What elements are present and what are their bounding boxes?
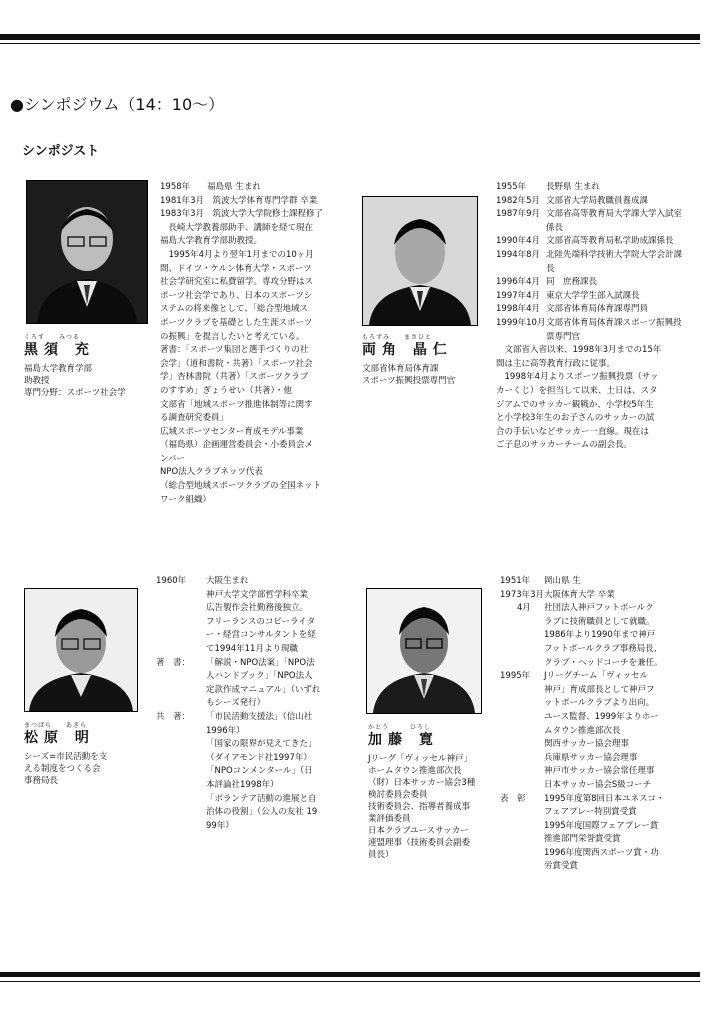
bio-block-text <box>206 711 346 833</box>
bio-line: 1995年度第8回日本ユネスコ・ <box>544 793 665 804</box>
bio-line: 文部省入省以来、1998年3月までの15年 <box>496 345 662 356</box>
top-rule <box>0 34 700 40</box>
bio-line: 間は主に高等教育行政に従事。 <box>496 358 616 369</box>
bio-line: 神戸大学文学部哲学科卒業 <box>206 589 309 600</box>
bio-line: Jリーグチーム「ヴィッセル <box>544 671 648 682</box>
affiliation-line: Jリーグ「ヴィッセル神戸」 <box>368 754 472 764</box>
history-row <box>496 317 686 344</box>
affiliation-line: シーズ=市民活動を支 <box>24 752 108 762</box>
affiliation-line: 福島大学教育学部 <box>24 364 93 374</box>
history-row <box>500 589 692 603</box>
bio-line: 日本サッカー協会S級コーチ <box>544 779 652 790</box>
bio-line: 99年） <box>206 820 234 831</box>
history-text: 文部省高等教育局大学課大学入試室係長 <box>546 209 683 233</box>
bio-block-text <box>206 575 346 657</box>
bio-line: 合の手伝いなどサッカー一直線。現在は <box>496 426 649 437</box>
bio-line: 長崎大学教養部助手、講師を経て現在 <box>160 222 314 233</box>
affiliation-line: 事務局長 <box>24 776 59 786</box>
bio-line: 1981年3月 筑波大学体育専門学群 卒業 <box>160 195 318 206</box>
history-row <box>496 290 686 304</box>
bio-line: ンバー <box>160 453 185 464</box>
top-rule-thin <box>0 43 700 44</box>
bio-line: 大阪体育大学 卒業 <box>544 589 615 600</box>
history-row <box>496 303 686 317</box>
history-text <box>544 589 692 603</box>
affiliation-line: 日本クラブユースサッカー <box>368 826 469 836</box>
history-row <box>500 602 692 670</box>
affiliation-line: （財）日本サッカー協会3種 <box>368 778 476 788</box>
bio-line: 社会学研究室に私費留学。専攻分野はス <box>160 277 314 288</box>
bio-line: 1986年より1990年まで神戸 <box>544 630 656 641</box>
bio-line: 定款作成マニュアル」（いずれ <box>206 684 321 695</box>
bio-line: ステムの将来像として、「総合型地域ス <box>160 304 308 315</box>
bio-line: もシーズ発行） <box>206 698 266 709</box>
bio-line: ットボールクラブより出向。 <box>544 698 655 709</box>
history-text <box>544 793 692 875</box>
bio-line: 会学」（道和書院・共著）「スポーツ社会 <box>160 358 313 369</box>
bio-line: 社団法人神戸フットボールク <box>544 603 654 614</box>
history-date: 1973年3月 <box>500 589 545 600</box>
bio-line: ジアムでのサッカー観戦か、小学校5年生 <box>496 399 654 410</box>
history-text <box>544 602 692 670</box>
bio-line: 治体の役割」（公人の友社 19 <box>206 807 318 818</box>
bio-line: カーくじ）を担当して以来、土日は、スタ <box>496 385 658 396</box>
bio-line: のすすめ」ぎょうせい（共著）・他 <box>160 385 292 396</box>
history-row <box>496 181 686 195</box>
bio-line: 兵庫県サッカー協会理事 <box>544 752 638 763</box>
history-date: 1987年9月 <box>496 209 541 220</box>
bio-line: ワーク組織） <box>160 494 212 505</box>
bio-line: ユース監督、1999年よりホー <box>544 711 659 722</box>
history-row <box>496 249 686 276</box>
bio-line: 1998年4月よりスポーツ振興投票（サッ <box>496 372 659 383</box>
person-name: 黒須 充 <box>24 342 95 358</box>
affiliation-line: 業評価委員 <box>368 814 411 824</box>
bio-label: 著 書： <box>156 657 191 668</box>
bio-line: （福島県）企画運営委員会・小委員会メ <box>160 440 314 451</box>
affiliation-line: 技術委員会、指導者養成事 <box>368 802 471 812</box>
history-text: 文部省体育局体育課スポーツ振興投票専門官 <box>546 317 682 342</box>
section-subtitle: シンポジスト <box>22 144 100 159</box>
bio-kurosu <box>160 181 338 507</box>
history-row <box>500 670 692 792</box>
history-row <box>496 208 686 235</box>
bio-block <box>156 575 346 657</box>
history-row <box>500 575 692 589</box>
affiliation-line: える制度をつくる会 <box>24 764 101 774</box>
bio-line: 「国家の限界が見えてきた」 <box>206 739 317 750</box>
bio-kato <box>500 575 692 874</box>
history-row <box>500 793 692 875</box>
bio-line: 文部省「地域スポーツ推進体制等に関す <box>160 399 313 410</box>
history-date: 1955年 <box>496 182 527 192</box>
bio-line: 「ボランテア活動の進展と自 <box>206 793 317 804</box>
bio-line: 「NPOコンメンタール」（日 <box>206 766 313 777</box>
history-date: 1997年4月 <box>496 290 541 301</box>
history-date: 1951年 <box>500 576 531 586</box>
bio-line: る調査研究委員」 <box>160 413 229 424</box>
bio-line: 著書：「スポーツ集団と選手づくりの社 <box>160 345 309 356</box>
bio-line: 神戸市サッカー協会常任理事 <box>544 766 655 777</box>
bio-line: フリーランスのコピーライタ <box>206 616 316 627</box>
bio-label: 共 著： <box>156 711 191 722</box>
history-text: 北陸先端科学技術大学院大学会計課長 <box>546 249 683 274</box>
history-date: 1999年10月 <box>496 317 546 328</box>
name-ruby: まつばら あきら <box>24 722 88 729</box>
history-date: 1994年8月 <box>496 249 541 260</box>
portrait-photo-morozumi <box>362 196 478 326</box>
name-ruby: くろす みつる <box>24 334 80 341</box>
history-text <box>544 670 692 792</box>
bio-line: 1958年 福島県 生まれ <box>160 182 261 192</box>
history-text: 同 庶務課長 <box>546 277 598 288</box>
bottom-rule-thin <box>0 981 700 982</box>
bio-matsubara <box>156 575 346 833</box>
history-row <box>496 235 686 249</box>
bio-line: ポーツクラブを基礎とした生涯スポーツ <box>160 317 313 328</box>
bio-line: （ダイアモンド社1997年） <box>206 752 312 763</box>
bio-line: ご子息のサッカーチームの副会長。 <box>496 440 632 451</box>
person-name: 加藤 寛 <box>368 732 439 748</box>
affiliation-line: 検討委員会委員 <box>368 790 428 800</box>
bio-line: フットボールクラブ事務局長、 <box>544 643 663 654</box>
bio-line: クラブ・ヘッドコーチを兼任。 <box>544 657 663 668</box>
name-ruby: もろずみ まさひと <box>362 334 433 341</box>
person-matsubara <box>24 722 154 787</box>
bio-line: ラブに技術職員として就職。 <box>544 616 655 627</box>
bio-line: フェアプレー特別賞受賞 <box>544 807 637 818</box>
bio-line: ポーツ社会学であり、日本のスポーツシ <box>160 290 313 301</box>
affiliation-line: 文部省体育局体育課 <box>362 364 439 374</box>
bio-line: 1983年3月 筑波大学大学院修士課程修了 <box>160 209 324 220</box>
bio-line: 労賞受賞 <box>544 861 579 872</box>
bio-line: 「市民活動支援法」（信山社 <box>206 711 313 722</box>
bio-line: 間、ドイツ・ケルン体育大学・スポーツ <box>160 263 312 274</box>
history-date: 1990年4月 <box>496 236 541 247</box>
history-text: 長野県 生まれ <box>546 182 600 192</box>
bio-line: の振興」を提言したいと考えている。 <box>160 331 305 342</box>
bio-block <box>156 711 346 833</box>
bio-label: 1960年 <box>156 576 187 586</box>
affiliation-line: スポーツ振興投票専門官 <box>362 376 456 386</box>
history-date: 1996年4月 <box>496 277 541 288</box>
bio-line: 推進部門栄誉賞受賞 <box>544 834 621 845</box>
person-name: 両角 晶仁 <box>362 342 453 358</box>
history-row <box>496 276 686 290</box>
affiliation-line: 員長） <box>368 850 394 860</box>
bottom-rule <box>0 972 700 977</box>
affiliation-line: ホームタウン推進部次長 <box>368 766 462 776</box>
bio-line: 1996年度関西スポーツ賞・功 <box>544 847 659 858</box>
bio-line: （総合型地域スポーツクラブの全国ネット <box>160 481 322 492</box>
bio-line: 大阪生まれ <box>206 576 249 586</box>
bio-line: ムタウン推進部次長 <box>544 725 621 736</box>
bio-line: 関西サッカー協会理事 <box>544 739 629 750</box>
history-date: 1982年5月 <box>496 195 541 206</box>
bio-line: 人ハンドブック」「NPO法人 <box>206 671 313 682</box>
bio-line: 学」杏林書院（共著）「スポーツクラブ <box>160 372 309 383</box>
history-text: 文部省体育局体育課専門員 <box>546 304 649 315</box>
bio-line: 1996年） <box>206 725 245 736</box>
bio-line: NPO法人クラブネッツ代表 <box>160 467 263 478</box>
history-text: 東京大学学生部入試課長 <box>546 290 640 301</box>
bio-line: 福島大学教育学部助教授。 <box>160 236 263 247</box>
bio-line: 神戸」育成部長として神戸フ <box>544 684 655 695</box>
bio-block-text <box>206 657 346 711</box>
bio-line: て1994年11月より現職 <box>206 643 298 654</box>
bio-line: 広域スポーツセンター育成モデル事業 <box>160 426 304 437</box>
bio-line: 岡山県 生 <box>544 576 581 586</box>
affiliation-line: 専門分野：スポーツ社会学 <box>24 388 126 398</box>
history-date: 4月 <box>500 603 531 614</box>
portrait-photo-kato <box>366 588 482 714</box>
portrait-photo-kurosu <box>26 180 148 324</box>
history-text: 文部省高等教育局私学助成課係長 <box>546 236 674 247</box>
bio-line: 1995年度国際フェアプレー賞 <box>544 820 659 831</box>
history-row <box>496 195 686 209</box>
bio-block <box>156 657 346 711</box>
bio-line: 本評論社1998年） <box>206 779 279 790</box>
bio-line: 1995年4月より翌年1月までの10ヶ月 <box>160 249 314 260</box>
person-name: 松原 明 <box>24 730 95 746</box>
history-date: 1998年4月 <box>496 304 541 315</box>
bio-line: 広告製作会社勤務後独立。 <box>206 603 309 614</box>
name-ruby: かとう ひろし <box>368 724 432 731</box>
bio-line: と小学校3年生のお子さんのサッカーの試 <box>496 413 655 424</box>
portrait-photo-matsubara <box>24 588 138 712</box>
bio-line: ー・経営コンサルタントを経 <box>206 630 316 641</box>
person-kato <box>368 724 493 861</box>
bio-morozumi <box>496 181 686 453</box>
affiliation-line: 連盟理事（技術委員会副委 <box>368 838 471 848</box>
person-kurosu <box>24 334 164 399</box>
history-text: 文部省大学局教職員養成課 <box>546 195 649 206</box>
history-text <box>544 575 692 589</box>
section-title: ●シンポジウム（14：10〜） <box>10 95 225 114</box>
affiliation-line: 助教授 <box>24 376 50 386</box>
bio-line: 「解説・NPO法案」「NPO法 <box>206 657 315 668</box>
person-morozumi <box>362 334 492 387</box>
history-date: 1995年 <box>500 671 531 682</box>
history-date: 表 彰 <box>500 793 526 804</box>
